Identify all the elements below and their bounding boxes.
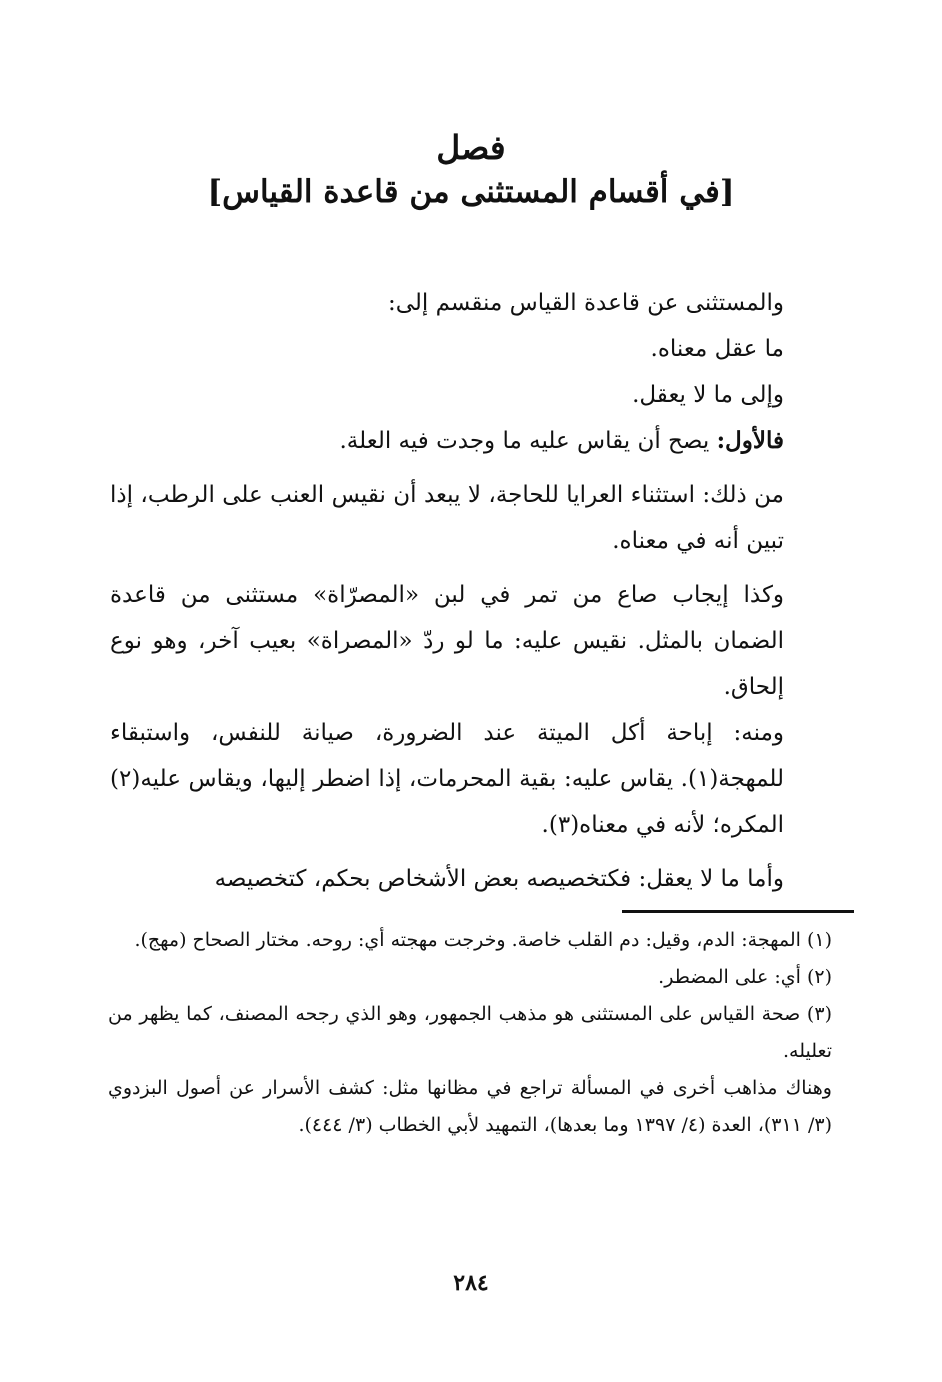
main-text [110, 280, 832, 902]
footnote-2: (٢) أي: على المضطر. [658, 966, 832, 988]
paragraph-not-understood: وأما ما لا يعقل: فكتخصيصه بعض الأشخاص بحكم، كتخصيصه [214, 866, 784, 892]
paragraph-musarrat: وكذا إيجاب صاع من تمر في لبن «المصرّاة» مستثنى من قاعدة الضمان بالمثل. نقيس عليه: ما لو ردّ «المصراة» بعيب آخر، وهو نوع إلحاق. [110, 582, 784, 700]
list-item-1: ما عقل معناه. [650, 336, 784, 362]
footnote-1: (١) المهجة: الدم، وقيل: دم القلب خاصة. وخرجت مهجته أي: روحه. مختار الصحاح (مهج). [134, 929, 832, 951]
paragraph-ariya: من ذلك: استثناء العرايا للحاجة، لا يبعد أن نقيس العنب على الرطب، إذا تبين أنه في معناه. [110, 482, 784, 554]
page-number: ٢٨٤ [453, 1270, 489, 1296]
footnote-3-continuation: وهناك مذاهب أخرى في المسألة تراجع في مظانها مثل: كشف الأسرار عن أصول البزدوي (٣/ ٣١١)، العدة (٤/ ١٣٩٧ وما بعدها)، التمهيد لأبي الخطاب (٣/ ٤٤٤). [108, 1077, 832, 1136]
section-title: فصل [436, 128, 506, 167]
first-category-text: يصح أن يقاس عليه ما وجدت فيه العلة. [339, 428, 717, 454]
section-subtitle: [في أقسام المستثنى من قاعدة القياس] [207, 174, 735, 210]
first-category [110, 418, 832, 464]
list-item-2: وإلى ما لا يعقل. [632, 382, 784, 408]
footnote-3: (٣) صحة القياس على المستثنى هو مذهب الجمهور، وهو الذي رجحه المصنف، كما يظهر من تعليله. [108, 1003, 832, 1062]
footnote-divider [622, 910, 854, 913]
first-category-label: فالأول: [716, 427, 784, 454]
paragraph-maytah: ومنه: إباحة أكل الميتة عند الضرورة، صيانة للنفس، واستبقاء للمهجة(١). يقاس عليه: بقية المحرمات، إذا اضطر إليها، ويقاس عليه(٢) المكره؛ لأنه في معناه(٣). [110, 720, 784, 838]
footnotes [108, 922, 832, 1144]
intro-line: والمستثنى عن قاعدة القياس منقسم إلى: [387, 290, 784, 316]
